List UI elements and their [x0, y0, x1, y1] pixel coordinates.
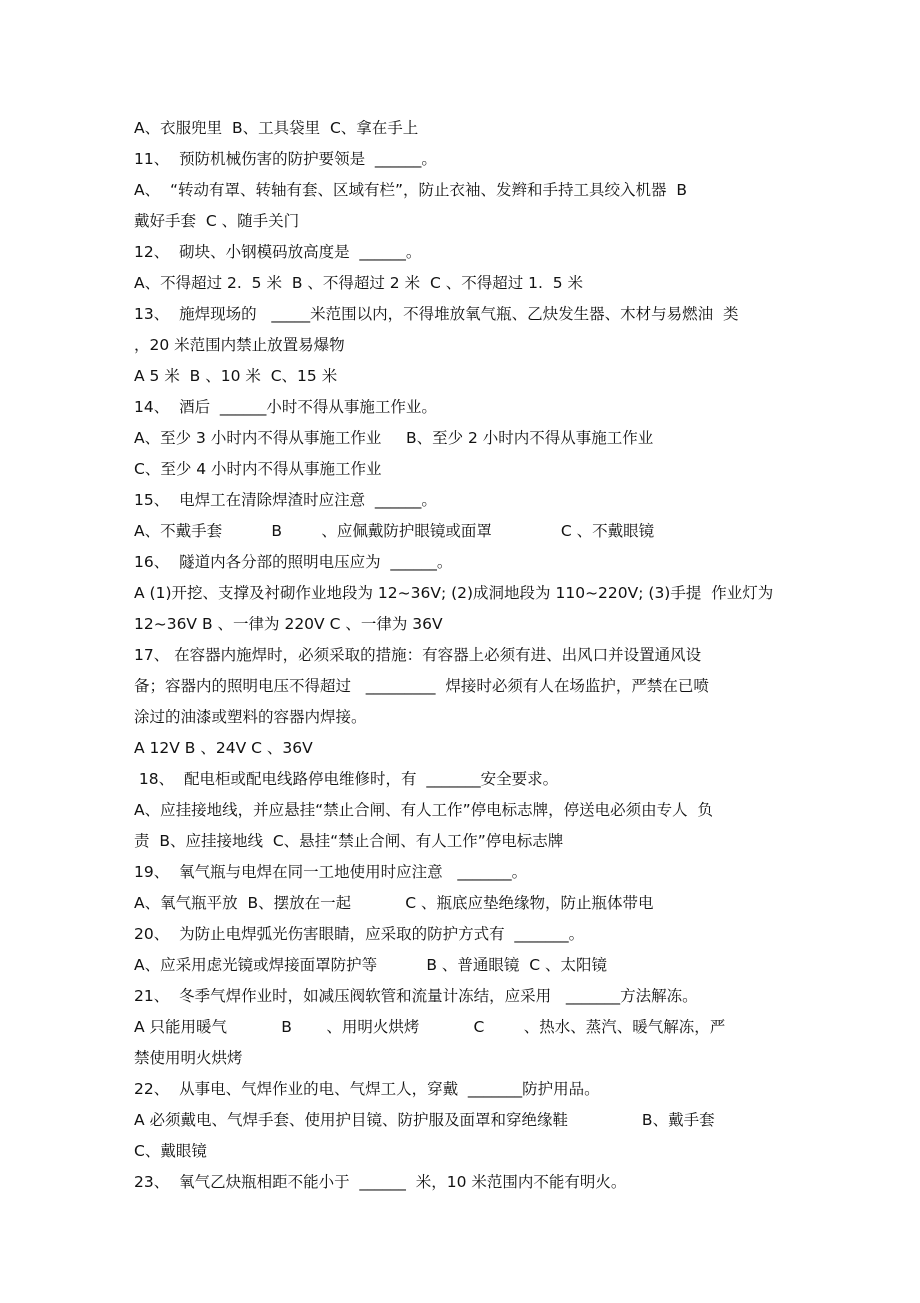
- text-line: 戴好手套 C 、随手关门: [134, 212, 300, 230]
- text-line: 责 B、应挂接地线 C、悬挂“禁止合闸、有人工作”停电标志牌: [134, 832, 564, 850]
- question-11: 11、 预防机械伤害的防护要领是 ______。: [134, 150, 437, 168]
- text-line: 涂过的油漆或塑料的容器内焊接。: [134, 708, 367, 726]
- text-line: 备；容器内的照明电压不得超过 _________ 焊接时必须有人在场监护，严禁在已喷: [134, 677, 709, 695]
- text-line: A (1)开挖、支撑及衬砌作业地段为 12~36V; (2)成洞地段为 110~220V; (3)手提 作业灯为: [134, 584, 774, 602]
- question-17: 17、 在容器内施焊时，必须采取的措施：有容器上必须有进、出风口并设置通风设: [134, 646, 702, 664]
- text-line: C、戴眼镜: [134, 1142, 207, 1160]
- question-15: 15、 电焊工在清除焊渣时应注意 ______。: [134, 491, 437, 509]
- question-23: 23、 氧气乙炔瓶相距不能小于 ______ 米，10 米范围内不能有明火。: [134, 1173, 627, 1191]
- text-line: A 5 米 B 、10 米 C、15 米: [134, 367, 338, 385]
- text-line: ，20 米范围内禁止放置易爆物: [134, 336, 345, 354]
- text-line: 12~36V B 、一律为 220V C 、一律为 36V: [134, 615, 443, 633]
- text-line: 禁使用明火烘烤: [134, 1049, 243, 1067]
- text-line: A、氧气瓶平放 B、摆放在一起 C 、瓶底应垫绝缘物，防止瓶体带电: [134, 894, 654, 912]
- question-22: 22、 从事电、气焊作业的电、气焊工人，穿戴 _______防护用品。: [134, 1080, 600, 1098]
- text-line: A、 “转动有罩、转轴有套、区域有栏”，防止衣袖、发辫和手持工具绞入机器 B: [134, 181, 688, 199]
- question-16: 16、 隧道内各分部的照明电压应为 ______。: [134, 553, 453, 571]
- question-21: 21、 冬季气焊作业时，如减压阀软管和流量计冻结，应采用 _______方法解冻。: [134, 987, 698, 1005]
- question-12: 12、 砌块、小钢模码放高度是 ______。: [134, 243, 422, 261]
- question-13: 13、 施焊现场的 _____米范围以内，不得堆放氧气瓶、乙炔发生器、木材与易燃油 类: [134, 305, 739, 323]
- text-line: A、不得超过 2. 5 米 B 、不得超过 2 米 C 、不得超过 1. 5 米: [134, 274, 584, 292]
- text-line: A、应挂接地线，并应悬挂“禁止合闸、有人工作”停电标志牌，停送电必须由专人 负: [134, 801, 714, 819]
- text-line: A 只能用暖气 B 、用明火烘烤 C 、热水、蒸汽、暖气解冻，严: [134, 1018, 726, 1036]
- text-line: A、不戴手套 B 、应佩戴防护眼镜或面罩 C 、不戴眼镜: [134, 522, 655, 540]
- text-line: A、至少 3 小时内不得从事施工作业 B、至少 2 小时内不得从事施工作业: [134, 429, 654, 447]
- text-line: A 12V B 、24V C 、36V: [134, 739, 313, 757]
- question-18: 18、 配电柜或配电线路停电维修时，有 _______安全要求。: [134, 770, 559, 788]
- text-line: A、应采用虑光镜或焊接面罩防护等 B 、普通眼镜 C 、太阳镜: [134, 956, 608, 974]
- text-line: A 必须戴电、气焊手套、使用护目镜、防护服及面罩和穿绝缘鞋 B、戴手套: [134, 1111, 715, 1129]
- question-14: 14、 酒后 ______小时不得从事施工作业。: [134, 398, 437, 416]
- question-20: 20、 为防止电焊弧光伤害眼睛，应采取的防护方式有 _______。: [134, 925, 585, 943]
- text-line: A、衣服兜里 B、工具袋里 C、拿在手上: [134, 119, 419, 137]
- text-line: C、至少 4 小时内不得从事施工作业: [134, 460, 382, 478]
- question-19: 19、 氧气瓶与电焊在同一工地使用时应注意 _______。: [134, 863, 528, 881]
